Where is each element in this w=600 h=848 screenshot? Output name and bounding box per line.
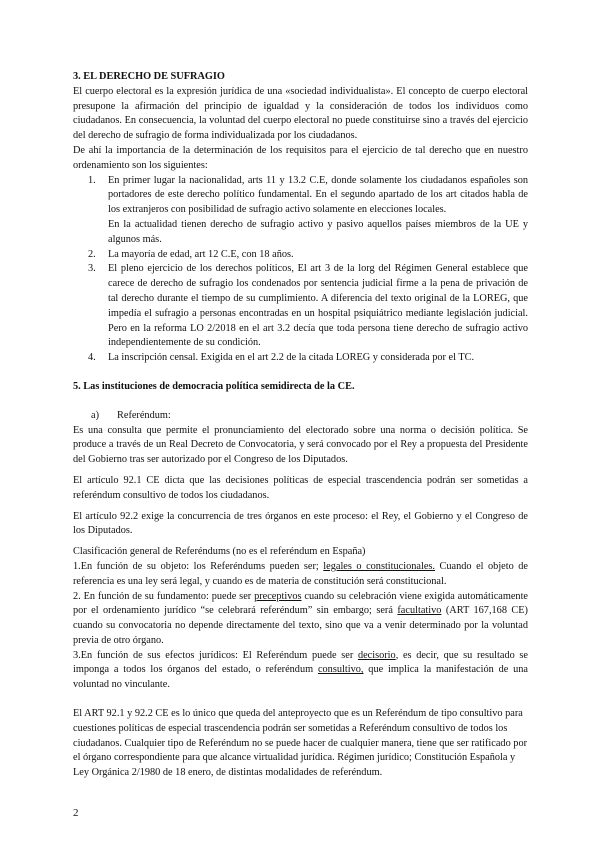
article-92-2-paragraph: El artículo 92.2 exige la concurrencia de tres órganos en este proceso: el Rey, el Gobierno y el Congreso de los Diputados. <box>73 510 528 537</box>
underlined-term: legales o constitucionales. <box>323 560 435 572</box>
article-92-closing-paragraph: El ART 92.1 y 92.2 CE es lo único que queda del anteproyecto que es un Referéndum de tipo consultivo para cuestiones políticas de especial trascendencia podrán ser sometidas a Referéndum consultivo de todos los ciudadanos. Cualquier tipo de Referéndum no se puede hacer de cualquier manera, tiene que ser ratificado por el órgano correspondiente para que alcance virtualidad jurídica. Régimen jurídico; Constitución Española y Ley Orgánica 2/1980 de 18 enero, de distintas modalidades de referéndum. <box>73 708 528 779</box>
page-number: 2 <box>73 807 79 819</box>
classification-title: Clasificación general de Referéndums (no es el referéndum en España) <box>73 546 366 558</box>
subsection-label: a) <box>91 409 99 421</box>
section-3-paragraph-2: De ahí la importancia de la determinación de los requisitos para el ejercicio de tal derecho que en nuestro ordenamiento son los siguientes: <box>73 144 528 171</box>
list-item-text: La mayoría de edad, art 12 C.E, con 18 años. <box>108 248 294 260</box>
classification-object <box>73 560 528 590</box>
list-item-number: 2. <box>88 248 96 260</box>
subsection-referendum <box>73 409 528 424</box>
classification-effects <box>73 649 528 693</box>
classification-text: (ART 167,168 CE) cuando su convocatoria no depende directamente del texto, sino que va a venir determinado por la voluntad previa de otro órgano. <box>73 605 528 646</box>
list-item-extra: En la actualidad tienen derecho de sufragio activo y pasivo aquellos países miembros de la UE y algunos más. <box>108 218 528 245</box>
list-item-text: La inscripción censal. Exigida en el art 2.2 de la citada LOREG y considerada por el TC. <box>108 352 475 364</box>
section-5-heading: 5. Las instituciones de democracia política semidirecta de la CE. <box>73 380 355 392</box>
requirements-list <box>73 174 528 366</box>
section-3-heading: 3. EL DERECHO DE SUFRAGIO <box>73 71 225 82</box>
section-3-paragraph-1: El cuerpo electoral es la expresión jurídica de una «sociedad individualista». El concepto de cuerpo electoral presupone la afirmación del principio de igualdad y la consideración de todos los individuos como ciudadanos. En consecuencia, la voluntad del cuerpo electoral no puede constituirse sino a través del ejercicio del derecho de sufragio de forma individualizada por los ciudadanos. <box>73 85 528 142</box>
underlined-term: decisorio <box>357 649 396 661</box>
classification-text: que implica la manifestación de una voluntad no vinculante. <box>73 664 529 691</box>
classification-text: cuando su celebración viene exigida automáticamente por el ordenamiento jurídico “se celebrará referéndum” sin embargo; será <box>73 590 529 617</box>
list-item-text: El pleno ejercicio de los derechos políticos, El art 3 de la lorg del Régimen General establece que carece de derecho de sufragio los condenados por sentencia judicial firme a la pena de privación de tal derecho durante el tiempo de su cumplimiento. A diferencia del texto original de la LOREG, que impedía el sufragio a personas encontradas en un hospital psiquiátrico mediante legislación judicial. Pero en la reforma LO 2/2018 en el art 3.2 decía que toda persona tiene derecho de sufragio activo independientemente de su condición. <box>108 263 528 349</box>
list-item <box>73 262 528 351</box>
list-item-number: 1. <box>88 174 96 186</box>
list-item-number: 3. <box>88 263 96 275</box>
classification-basis <box>73 590 528 649</box>
list-item-number: 4. <box>88 352 96 364</box>
underlined-term: facultativo <box>397 605 442 617</box>
referendum-definition: Es una consulta que permite el pronunciamiento del electorado sobre una norma o decisión política. Se produce a través de un Real Decreto de Convocatoria, y será convocado por el Rey a propuesta del Presidente del Gobierno tras ser autorizado por el Congreso de los Diputados. <box>73 424 528 466</box>
list-item-text: En primer lugar la nacionalidad, arts 11 y 13.2 C.E, donde solamente los ciudadanos españoles son portadores de este derecho político fundamental. En el segundo apartado de los art citados habla de los extranjeros con posibilidad de sufragio activo solamente en elecciones locales. <box>108 174 528 216</box>
list-item <box>73 248 528 263</box>
underlined-term: preceptivos <box>254 590 302 602</box>
classification-text: 3.En función de sus efectos jurídicos: El Referéndum puede ser <box>73 649 358 661</box>
classification-text: Cuando el objeto de referencia es una ley será legal, y cuando es de materia de constitución será constitucional. <box>73 560 528 587</box>
classification-text: 1.En función de su objeto: los Referéndums pueden ser; <box>73 560 324 572</box>
classification-text: 2. En función de su fundamento: puede ser <box>73 590 255 602</box>
list-item <box>73 351 528 366</box>
list-item <box>73 174 528 248</box>
classification-text: , es decir, que su resultado se imponga a todos los órganos del estado, o referéndum <box>73 649 528 676</box>
subsection-title: Referéndum: <box>117 409 171 421</box>
underlined-term: consultivo, <box>317 664 364 676</box>
article-92-1-paragraph: El artículo 92.1 CE dicta que las decisiones políticas de especial trascendencia podrán ser sometidas a referéndum consultivo de todos los ciudadanos. <box>73 474 528 501</box>
page-content <box>73 70 528 781</box>
